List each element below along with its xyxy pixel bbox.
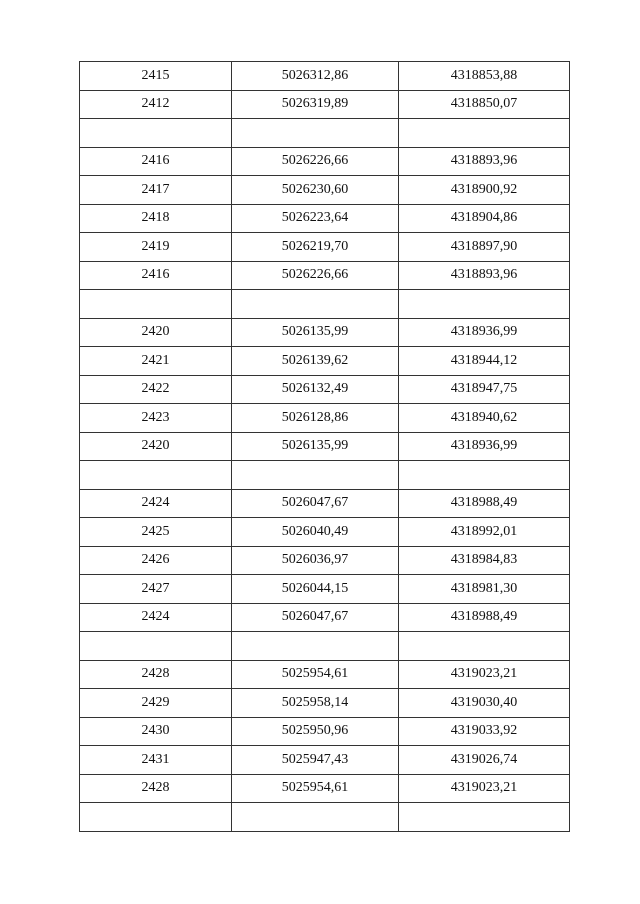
point-number-cell: 2431 [80, 746, 232, 775]
y-coordinate-cell: 4318936,99 [399, 318, 570, 347]
table-row [80, 689, 570, 718]
y-coordinate-cell [399, 290, 570, 319]
table-row [80, 176, 570, 205]
point-number-cell: 2415 [80, 62, 232, 91]
x-coordinate-cell: 5025950,96 [232, 717, 399, 746]
y-coordinate-cell: 4318944,12 [399, 347, 570, 376]
table-row [80, 432, 570, 461]
y-coordinate-cell [399, 803, 570, 832]
point-number-cell: 2428 [80, 774, 232, 803]
point-number-cell: 2420 [80, 432, 232, 461]
y-coordinate-cell [399, 461, 570, 490]
x-coordinate-cell: 5026135,99 [232, 432, 399, 461]
x-coordinate-cell: 5025954,61 [232, 660, 399, 689]
x-coordinate-cell: 5025954,61 [232, 774, 399, 803]
y-coordinate-cell: 4318893,96 [399, 261, 570, 290]
x-coordinate-cell: 5026226,66 [232, 261, 399, 290]
table-row [80, 204, 570, 233]
point-number-cell [80, 461, 232, 490]
y-coordinate-cell: 4318981,30 [399, 575, 570, 604]
separator-row [80, 632, 570, 661]
y-coordinate-cell: 4318850,07 [399, 90, 570, 119]
table-row [80, 603, 570, 632]
point-number-cell: 2412 [80, 90, 232, 119]
x-coordinate-cell: 5026139,62 [232, 347, 399, 376]
y-coordinate-cell: 4319026,74 [399, 746, 570, 775]
point-number-cell: 2429 [80, 689, 232, 718]
point-number-cell [80, 632, 232, 661]
y-coordinate-cell: 4318936,99 [399, 432, 570, 461]
separator-row [80, 461, 570, 490]
table-row [80, 261, 570, 290]
y-coordinate-cell: 4318988,49 [399, 489, 570, 518]
x-coordinate-cell: 5026230,60 [232, 176, 399, 205]
separator-row [80, 803, 570, 832]
point-number-cell: 2424 [80, 603, 232, 632]
y-coordinate-cell: 4319033,92 [399, 717, 570, 746]
y-coordinate-cell: 4318992,01 [399, 518, 570, 547]
table-row [80, 746, 570, 775]
x-coordinate-cell [232, 461, 399, 490]
table-row [80, 774, 570, 803]
table-row [80, 717, 570, 746]
x-coordinate-cell [232, 803, 399, 832]
y-coordinate-cell: 4319023,21 [399, 774, 570, 803]
y-coordinate-cell: 4318897,90 [399, 233, 570, 262]
table-row [80, 147, 570, 176]
x-coordinate-cell: 5026128,86 [232, 404, 399, 433]
point-number-cell: 2419 [80, 233, 232, 262]
point-number-cell: 2421 [80, 347, 232, 376]
x-coordinate-cell: 5026132,49 [232, 375, 399, 404]
point-number-cell: 2422 [80, 375, 232, 404]
y-coordinate-cell: 4319023,21 [399, 660, 570, 689]
y-coordinate-cell: 4318900,92 [399, 176, 570, 205]
separator-row [80, 290, 570, 319]
table-row [80, 404, 570, 433]
y-coordinate-cell: 4319030,40 [399, 689, 570, 718]
point-number-cell: 2424 [80, 489, 232, 518]
x-coordinate-cell: 5026226,66 [232, 147, 399, 176]
point-number-cell: 2417 [80, 176, 232, 205]
x-coordinate-cell: 5026319,89 [232, 90, 399, 119]
y-coordinate-cell: 4318947,75 [399, 375, 570, 404]
y-coordinate-cell [399, 632, 570, 661]
point-number-cell: 2416 [80, 147, 232, 176]
coordinates-table [79, 61, 570, 832]
x-coordinate-cell: 5026040,49 [232, 518, 399, 547]
y-coordinate-cell: 4318984,83 [399, 546, 570, 575]
y-coordinate-cell: 4318904,86 [399, 204, 570, 233]
x-coordinate-cell: 5026047,67 [232, 489, 399, 518]
point-number-cell [80, 290, 232, 319]
x-coordinate-cell: 5026047,67 [232, 603, 399, 632]
table-row [80, 62, 570, 91]
table-row [80, 375, 570, 404]
point-number-cell: 2418 [80, 204, 232, 233]
table-row [80, 233, 570, 262]
x-coordinate-cell: 5026223,64 [232, 204, 399, 233]
point-number-cell: 2428 [80, 660, 232, 689]
point-number-cell: 2423 [80, 404, 232, 433]
point-number-cell [80, 803, 232, 832]
point-number-cell: 2425 [80, 518, 232, 547]
table-row [80, 347, 570, 376]
x-coordinate-cell [232, 290, 399, 319]
point-number-cell: 2427 [80, 575, 232, 604]
x-coordinate-cell: 5025947,43 [232, 746, 399, 775]
x-coordinate-cell: 5026135,99 [232, 318, 399, 347]
x-coordinate-cell: 5026036,97 [232, 546, 399, 575]
y-coordinate-cell: 4318853,88 [399, 62, 570, 91]
table-row [80, 575, 570, 604]
table-row [80, 318, 570, 347]
y-coordinate-cell: 4318988,49 [399, 603, 570, 632]
x-coordinate-cell [232, 632, 399, 661]
point-number-cell: 2420 [80, 318, 232, 347]
coordinates-table-body [80, 62, 570, 832]
table-row [80, 90, 570, 119]
table-row [80, 660, 570, 689]
x-coordinate-cell: 5026044,15 [232, 575, 399, 604]
table-row [80, 489, 570, 518]
x-coordinate-cell [232, 119, 399, 148]
point-number-cell: 2426 [80, 546, 232, 575]
point-number-cell [80, 119, 232, 148]
x-coordinate-cell: 5025958,14 [232, 689, 399, 718]
x-coordinate-cell: 5026219,70 [232, 233, 399, 262]
separator-row [80, 119, 570, 148]
point-number-cell: 2416 [80, 261, 232, 290]
point-number-cell: 2430 [80, 717, 232, 746]
table-row [80, 518, 570, 547]
table-row [80, 546, 570, 575]
y-coordinate-cell: 4318940,62 [399, 404, 570, 433]
x-coordinate-cell: 5026312,86 [232, 62, 399, 91]
y-coordinate-cell [399, 119, 570, 148]
y-coordinate-cell: 4318893,96 [399, 147, 570, 176]
